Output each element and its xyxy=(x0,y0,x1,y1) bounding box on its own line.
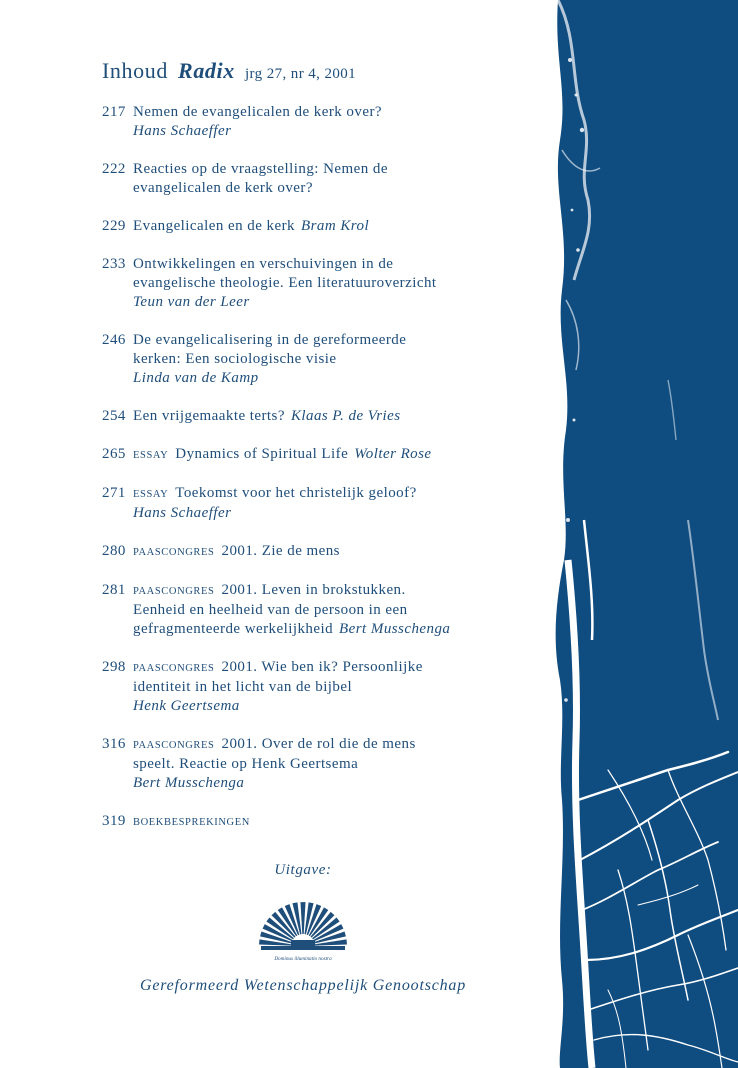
toc-entry-title: speelt. Reactie op Henk Geertsema xyxy=(133,756,359,772)
page-number: 280 xyxy=(102,543,126,559)
toc-entry xyxy=(102,581,542,639)
page-number: 222 xyxy=(102,161,126,177)
toc-entry xyxy=(102,812,542,832)
toc-entry-line xyxy=(102,160,542,179)
page-number: 319 xyxy=(102,813,126,829)
toc-entry-title: Ontwikkelingen en verschuivingen in de xyxy=(133,256,394,272)
toc-entry-title: kerken: Een sociologische visie xyxy=(133,351,337,367)
toc-entry-line xyxy=(102,331,542,350)
page-number: 298 xyxy=(102,659,126,675)
toc-entry-line xyxy=(102,484,542,504)
toc-entry-author: Henk Geertsema xyxy=(133,698,240,714)
toc-entry-title: evangelicalen de kerk over? xyxy=(133,180,313,196)
toc-entry xyxy=(102,160,542,198)
page-number: 316 xyxy=(102,736,126,752)
sunburst-logo-icon xyxy=(255,894,351,974)
toc-entry-line xyxy=(102,678,542,697)
toc-entry-author: Hans Schaeffer xyxy=(133,505,232,521)
toc-heading-prefix: Inhoud xyxy=(102,58,168,83)
toc-entry-author: Wolter Rose xyxy=(354,446,432,462)
toc-entry-line xyxy=(102,103,542,122)
toc-entry-title: 2001. Wie ben ik? Persoonlijke xyxy=(221,659,423,675)
toc-entry-line xyxy=(102,350,542,369)
toc-entry-line xyxy=(102,620,542,639)
toc-entry-line xyxy=(102,445,542,465)
toc-entry-title: Een vrijgemaakte terts? xyxy=(133,408,285,424)
toc-entry-line xyxy=(102,581,542,601)
toc-entry-line xyxy=(102,255,542,274)
toc-entry xyxy=(102,484,542,523)
toc-entry xyxy=(102,217,542,236)
toc-entry-author: Bert Musschenga xyxy=(133,775,245,791)
toc-entry-title: Nemen de evangelicalen de kerk over? xyxy=(133,104,382,120)
toc-entry-title: 2001. Zie de mens xyxy=(221,543,340,559)
page-number: 265 xyxy=(102,446,126,462)
page-number: 271 xyxy=(102,485,126,501)
toc-entry-title: Eenheid en heelheid van de persoon in een xyxy=(133,602,408,618)
journal-title: Radix xyxy=(178,58,235,83)
toc-entry-line xyxy=(102,735,542,755)
toc-entry-author: Teun van der Leer xyxy=(133,294,250,310)
section-label: ESSAY xyxy=(133,450,169,461)
section-label: PAASCONGRES xyxy=(133,547,215,558)
toc-entry-line xyxy=(102,658,542,678)
toc-entry-title: evangelische theologie. Een literatuuroverzicht xyxy=(133,275,437,291)
toc-entry xyxy=(102,407,542,426)
toc-entry-line xyxy=(102,755,542,774)
issue-info: jrg 27, nr 4, 2001 xyxy=(244,66,357,82)
toc-entry xyxy=(102,331,542,388)
toc-entry-line xyxy=(102,274,542,293)
page-number: 229 xyxy=(102,218,126,234)
toc-entry-line xyxy=(102,542,542,562)
toc-entry xyxy=(102,735,542,793)
toc-entry-title: identiteit in het licht van de bijbel xyxy=(133,679,353,695)
toc-entry-author: Linda van de Kamp xyxy=(133,370,259,386)
toc-entry-title: Reacties op de vraagstelling: Nemen de xyxy=(133,161,388,177)
toc-entry xyxy=(102,445,542,465)
toc-entry xyxy=(102,542,542,562)
toc-entry-author: Hans Schaeffer xyxy=(133,123,232,139)
section-label: BOEKBESPREKINGEN xyxy=(133,817,250,828)
logo-motto: Dominus illuminatio nostra xyxy=(274,956,332,962)
toc-entry-title: Toekomst voor het christelijk geloof? xyxy=(175,485,417,501)
table-of-contents xyxy=(102,103,542,851)
page-number: 246 xyxy=(102,332,126,348)
toc-entry-title: Evangelicalen en de kerk xyxy=(133,218,295,234)
publisher-name: Gereformeerd Wetenschappelijk Genootschap xyxy=(139,977,467,994)
toc-entry-line xyxy=(102,407,542,426)
toc-entry-line xyxy=(102,812,542,832)
toc-heading xyxy=(102,58,356,84)
toc-entry-line xyxy=(102,601,542,620)
toc-entry xyxy=(102,103,542,141)
branch-photo-panel xyxy=(548,0,738,1068)
toc-entry xyxy=(102,658,542,716)
toc-entry-title: De evangelicalisering in de gereformeerde xyxy=(133,332,407,348)
toc-entry-title: 2001. Over de rol die de mens xyxy=(221,736,416,752)
toc-entry xyxy=(102,255,542,312)
page-number: 254 xyxy=(102,408,126,424)
toc-entry-author: Bram Krol xyxy=(300,218,370,234)
publisher-label: Uitgave: xyxy=(274,862,332,878)
page-number: 233 xyxy=(102,256,126,272)
toc-entry-line xyxy=(102,217,542,236)
toc-entry-author: Bert Musschenga xyxy=(339,621,451,637)
toc-entry-title: 2001. Leven in brokstukken. xyxy=(221,582,406,598)
toc-entry-line xyxy=(102,179,542,198)
section-label: PAASCONGRES xyxy=(133,663,215,674)
toc-entry-title: Dynamics of Spiritual Life xyxy=(175,446,349,462)
toc-entry-author: Klaas P. de Vries xyxy=(290,408,401,424)
page-number: 281 xyxy=(102,582,126,598)
section-label: PAASCONGRES xyxy=(133,740,215,751)
toc-entry-title: gefragmenteerde werkelijkheid xyxy=(133,621,334,637)
section-label: PAASCONGRES xyxy=(133,586,215,597)
page-number: 217 xyxy=(102,104,126,120)
section-label: ESSAY xyxy=(133,489,169,500)
